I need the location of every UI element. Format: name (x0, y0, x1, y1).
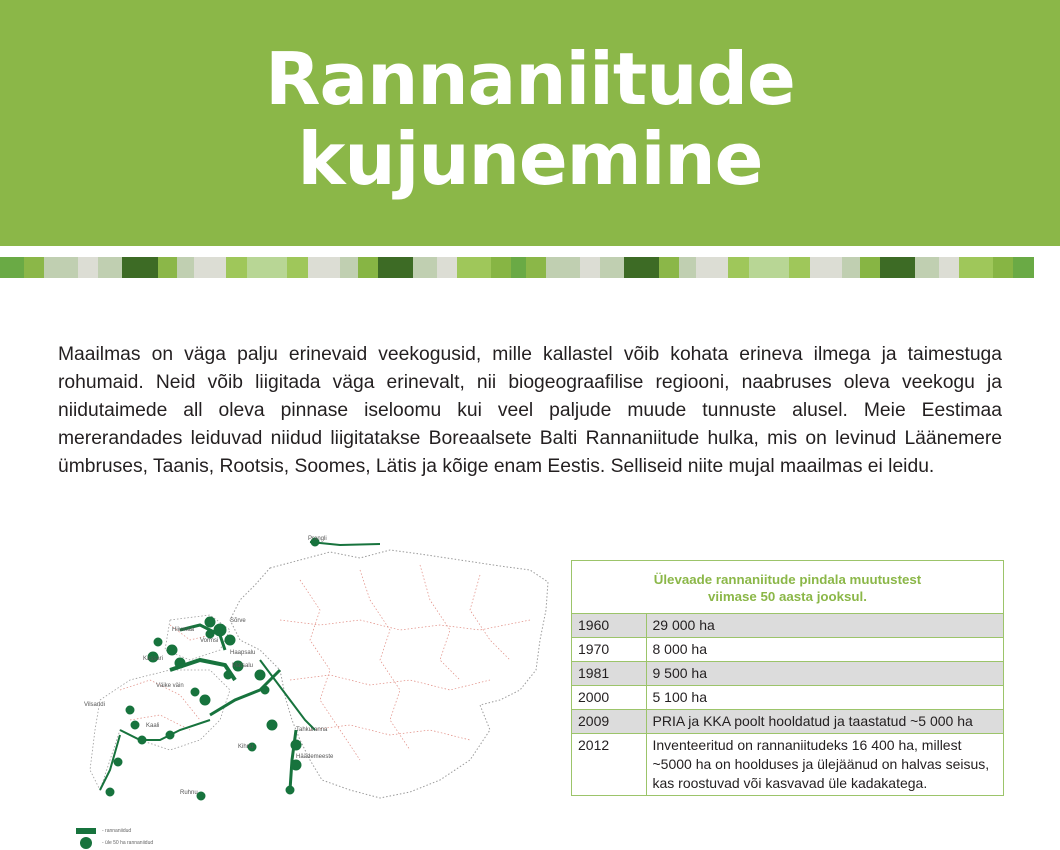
stripe-block (378, 257, 413, 278)
map-place-label: Vilsandi (84, 702, 105, 708)
stripe-block (842, 257, 860, 278)
map-legend (76, 825, 153, 849)
stripe-block (194, 257, 226, 278)
year-cell: 1960 (572, 614, 646, 638)
map-place-label: Prangli (308, 536, 327, 542)
legend-label: - üle 50 ha rannaniidud (102, 840, 154, 846)
map-place-label: Matsalu (232, 663, 254, 669)
intro-paragraph: Maailmas on väga palju erinevaid veekogusid, mille kallastel võib kohata erineva ilmega ja taimestuga rohumaid. Neid võib liigitada väga erinevalt, nii biogeograafilise regiooni, naabruses oleva veekogu ja niidutaimede all oleva pinnase iseloomu kui veel paljude muude tunnuste alusel. Meie Eestimaa mererandades leiduvad niidud liigitatakse Boreaalsete Balti Rannaniitude hulka, mis on levinud Läänemere ümbruses, Taanis, Rootsis, Soomes, Lätis ja kõige enam Eestis. Selliseid niite mujal maailmas ei leidu. (58, 344, 1002, 477)
stripe-block (247, 257, 287, 278)
year-cell: 2000 (572, 686, 646, 710)
stripe-block (0, 257, 24, 278)
year-cell: 1981 (572, 662, 646, 686)
estonia-map-graphic (60, 530, 560, 850)
value-cell: PRIA ja KKA poolt hooldatud ja taastatud ~5 000 ha (646, 710, 1003, 734)
stripe-block (749, 257, 789, 278)
stripe-block (659, 257, 679, 278)
stripe-block (624, 257, 659, 278)
stripe-block (546, 257, 580, 278)
stripe-block (358, 257, 378, 278)
map-place-label: Ruhnu (180, 790, 198, 796)
table-row (572, 638, 1003, 662)
map-place-label: Väike väin (156, 683, 184, 689)
stripe-block (98, 257, 122, 278)
table-row (572, 662, 1003, 686)
year-cell: 1970 (572, 638, 646, 662)
stripe-block (959, 257, 993, 278)
stripe-block (177, 257, 194, 278)
stripe-block (789, 257, 810, 278)
value-cell: Inventeeritud on rannaniitudeks 16 400 ha, millest ~5000 ha on hoolduses ja ülejäänud on halvas seisus, kas roostuvad või kasvavad üle kadakatega. (646, 734, 1003, 796)
legend-item-large-meadows (76, 837, 153, 849)
stripe-block (457, 257, 491, 278)
area-table (572, 614, 1003, 795)
map-place-label: Kaali (146, 723, 160, 729)
stripe-block (580, 257, 600, 278)
stripe-block (158, 257, 177, 278)
stripe-block (491, 257, 511, 278)
map-place-label: Vormsi (200, 638, 219, 644)
map-place-label: Tahkuranna (296, 727, 328, 733)
stripe-block (679, 257, 696, 278)
legend-item-meadows (76, 825, 153, 837)
stripe-block (44, 257, 78, 278)
stripe-block (810, 257, 842, 278)
map-place-label: Häädemeeste (296, 754, 334, 760)
stripe-block (1013, 257, 1034, 278)
stripe-block (226, 257, 247, 278)
table-title-line-2: viimase 50 aasta jooksul. (708, 589, 867, 604)
stripe-block (728, 257, 749, 278)
stripe-block (915, 257, 939, 278)
title-banner (0, 0, 1060, 246)
stripe-block (600, 257, 624, 278)
map-place-label: Kihnu (238, 744, 254, 750)
stripe-block (78, 257, 98, 278)
value-cell: 5 100 ha (646, 686, 1003, 710)
map-place-label: Sõrve (230, 618, 246, 624)
title-line-2: kujunemine (297, 117, 763, 201)
table-row (572, 710, 1003, 734)
table-row (572, 686, 1003, 710)
legend-label: - rannaniidud (102, 828, 132, 834)
stripe-block (308, 257, 340, 278)
stripe-block (287, 257, 308, 278)
stripe-block (437, 257, 457, 278)
value-cell: 9 500 ha (646, 662, 1003, 686)
meadow-dot-icon (80, 837, 92, 849)
table-title (572, 561, 1003, 614)
coastal-meadows-map (60, 530, 560, 850)
stripe-block (340, 257, 358, 278)
stripe-block (526, 257, 546, 278)
area-change-table (571, 560, 1004, 796)
map-place-label: Haapsalu (230, 650, 256, 656)
stripe-block (939, 257, 959, 278)
stripe-block (511, 257, 526, 278)
stripe-block (122, 257, 158, 278)
table-row (572, 614, 1003, 638)
stripe-block (880, 257, 915, 278)
value-cell: 29 000 ha (646, 614, 1003, 638)
meadow-rect-icon (76, 828, 96, 834)
stripe-block (993, 257, 1013, 278)
page-title (265, 39, 795, 199)
year-cell: 2009 (572, 710, 646, 734)
year-cell: 2012 (572, 734, 646, 796)
stripe-block (860, 257, 880, 278)
map-place-label: Kassari (143, 656, 164, 662)
table-row (572, 734, 1003, 796)
stripe-block (413, 257, 437, 278)
stripe-block (24, 257, 44, 278)
map-place-label: Hiiumaa (172, 627, 195, 633)
value-cell: 8 000 ha (646, 638, 1003, 662)
decorative-stripe (0, 257, 1060, 278)
table-title-line-1: Ülevaade rannaniitude pindala muutustest (653, 572, 922, 587)
title-line-1: Rannaniitude (265, 37, 795, 121)
stripe-block (696, 257, 728, 278)
